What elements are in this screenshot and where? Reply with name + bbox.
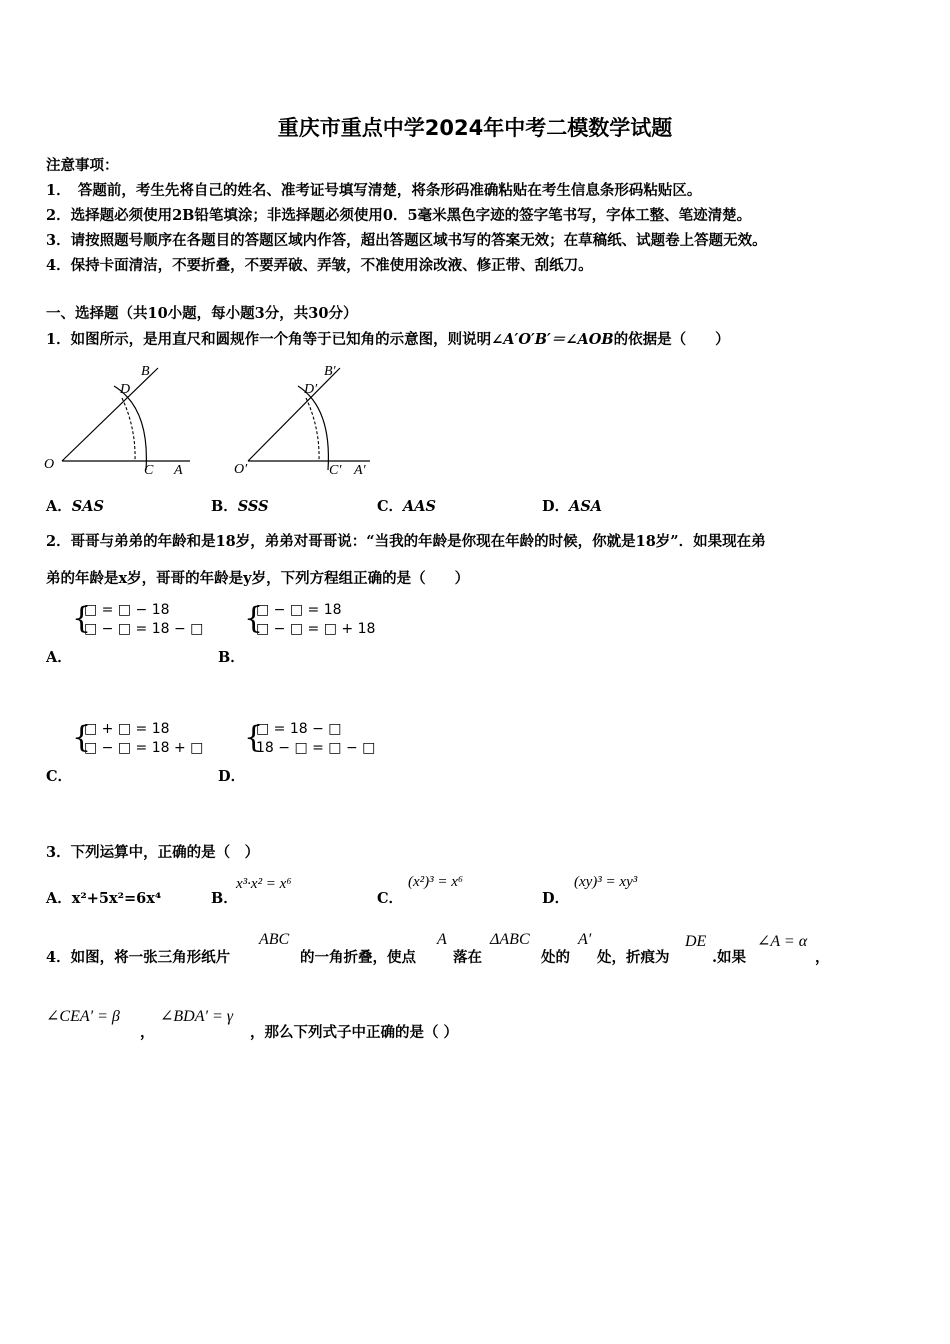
q1-option-a[interactable]: A．SAS xyxy=(46,498,104,515)
arc-solid-2 xyxy=(298,386,328,470)
brace-icon: { xyxy=(244,720,264,755)
q3-option-c[interactable]: C． xyxy=(377,890,404,907)
notice-item-4: 4．保持卡面清洁，不要折叠，不要弄破、弄皱，不准使用涂改液、修正带、刮纸刀。 xyxy=(46,257,593,274)
q4-math-a-prime: A′ xyxy=(578,931,592,948)
label-d: D xyxy=(120,382,131,397)
question-1-stem xyxy=(46,328,730,349)
q4-part-1: 4．如图，将一张三角形纸片 xyxy=(46,949,231,966)
label-b: B xyxy=(141,364,150,379)
arc-solid xyxy=(114,386,146,470)
q4-part-8: ， xyxy=(140,1024,155,1041)
q1-option-c[interactable]: C．AAS xyxy=(377,498,437,515)
q1-formula: ∠A′O′B′＝∠AOB xyxy=(491,331,614,348)
q1-text-a: 1．如图所示，是用直尺和圆规作一个角等于已知角的示意图，则说明 xyxy=(46,331,492,348)
q2-a-eq1: □ = □ − 18 xyxy=(84,602,170,618)
q1-figure-2 xyxy=(228,358,388,480)
label-b-prime: B′ xyxy=(324,364,336,379)
q1-figure-1 xyxy=(40,358,200,480)
label-o: O xyxy=(44,457,55,472)
notice-item-2: 2．选择题必须使用2B铅笔填涂；非选择题必须使用0．5毫米黑色字迹的签字笔书写，字体工整、笔迹清楚。 xyxy=(46,207,752,224)
brace-icon: { xyxy=(72,601,92,636)
q2-d-eq1: □ = 18 − □ xyxy=(256,721,342,737)
q3-option-a[interactable]: A．x²+5x²=6x⁴ xyxy=(46,890,162,907)
q4-math-alpha: ∠A = α xyxy=(757,933,808,950)
q4-math-beta: ∠CEA′ = β xyxy=(46,1008,120,1025)
q2-c-eq2: □ − □ = 18 + □ xyxy=(84,740,204,756)
q2-d-eq2: 18 − □ = □ − □ xyxy=(256,740,376,756)
q4-part-6: .如果 xyxy=(712,949,747,966)
label-a-prime: A′ xyxy=(354,463,366,478)
q4-math-triangle: ΔABC xyxy=(490,931,530,948)
q2-b-eq2: □ − □ = □ + 18 xyxy=(256,621,376,637)
label-o-prime: O′ xyxy=(234,462,248,477)
notice-item-1: 1． 答题前，考生先将自己的姓名、准考证号填写清楚，将条形码准确粘贴在考生信息条形码粘贴区。 xyxy=(46,182,702,199)
q1-text-b: 的依据是（ ） xyxy=(613,331,730,348)
q4-part-9: ，那么下列式子中正确的是（ ） xyxy=(250,1024,459,1041)
label-d-prime: D′ xyxy=(304,382,318,397)
q4-math-abc: ABC xyxy=(259,931,290,948)
q3-d-expr: (xy)³ = xy³ xyxy=(574,874,638,890)
page-title: 重庆市重点中学2024年中考二模数学试题 xyxy=(277,116,673,140)
q4-part-3: 落在 xyxy=(453,949,482,966)
brace-icon: { xyxy=(244,601,264,636)
q3-option-b[interactable]: B． xyxy=(211,890,238,907)
q2-a-eq2: □ − □ = 18 − □ xyxy=(84,621,204,637)
label-a: A xyxy=(174,463,183,478)
q2-option-a[interactable]: A． xyxy=(46,649,72,666)
q2-option-d[interactable]: D． xyxy=(218,768,246,785)
q1-option-d[interactable]: D．ASA xyxy=(542,498,603,515)
q4-part-2: 的一角折叠，使点 xyxy=(300,949,416,966)
q3-c-expr: (x²)³ = x⁶ xyxy=(408,874,464,890)
notice-item-3: 3．请按照题号顺序在各题目的答题区域内作答，超出答题区域书写的答案无效；在草稿纸、试题卷上答题无效。 xyxy=(46,232,767,249)
q2-option-b[interactable]: B． xyxy=(218,649,245,666)
q4-part-4: 处的 xyxy=(541,949,570,966)
q1-option-b[interactable]: B．SSS xyxy=(211,498,269,515)
brace-icon: { xyxy=(72,720,92,755)
notice-heading: 注意事项： xyxy=(46,157,119,174)
question-3-stem: 3．下列运算中，正确的是（ ） xyxy=(46,844,260,861)
q4-math-de: DE xyxy=(685,933,707,950)
label-c: C xyxy=(144,463,154,478)
q3-option-d[interactable]: D． xyxy=(542,890,570,907)
q2-c-eq1: □ + □ = 18 xyxy=(84,721,170,737)
q3-b-expr: x³·x² = x⁶ xyxy=(236,876,292,892)
ray-ob xyxy=(62,368,158,461)
q4-math-a: A xyxy=(437,931,447,948)
label-c-prime: C′ xyxy=(329,463,342,478)
arc-dashed xyxy=(122,398,135,461)
q4-part-5: 处，折痕为 xyxy=(597,949,670,966)
q4-math-gamma: ∠BDA′ = γ xyxy=(160,1008,234,1025)
q4-part-7: ， xyxy=(815,949,830,966)
q2-b-eq1: □ − □ = 18 xyxy=(256,602,342,618)
question-2-line-2: 弟的年龄是x岁，哥哥的年龄是y岁，下列方程组正确的是（ ） xyxy=(46,570,470,587)
q2-option-c[interactable]: C． xyxy=(46,768,73,785)
question-2-line-1: 2．哥哥与弟弟的年龄和是18岁，弟弟对哥哥说：“当我的年龄是你现在年龄的时候，你就是18岁”．如果现在弟 xyxy=(46,533,766,550)
ray-o2b2 xyxy=(248,368,340,461)
section-heading: 一、选择题（共10小题，每小题3分，共30分） xyxy=(46,305,358,322)
